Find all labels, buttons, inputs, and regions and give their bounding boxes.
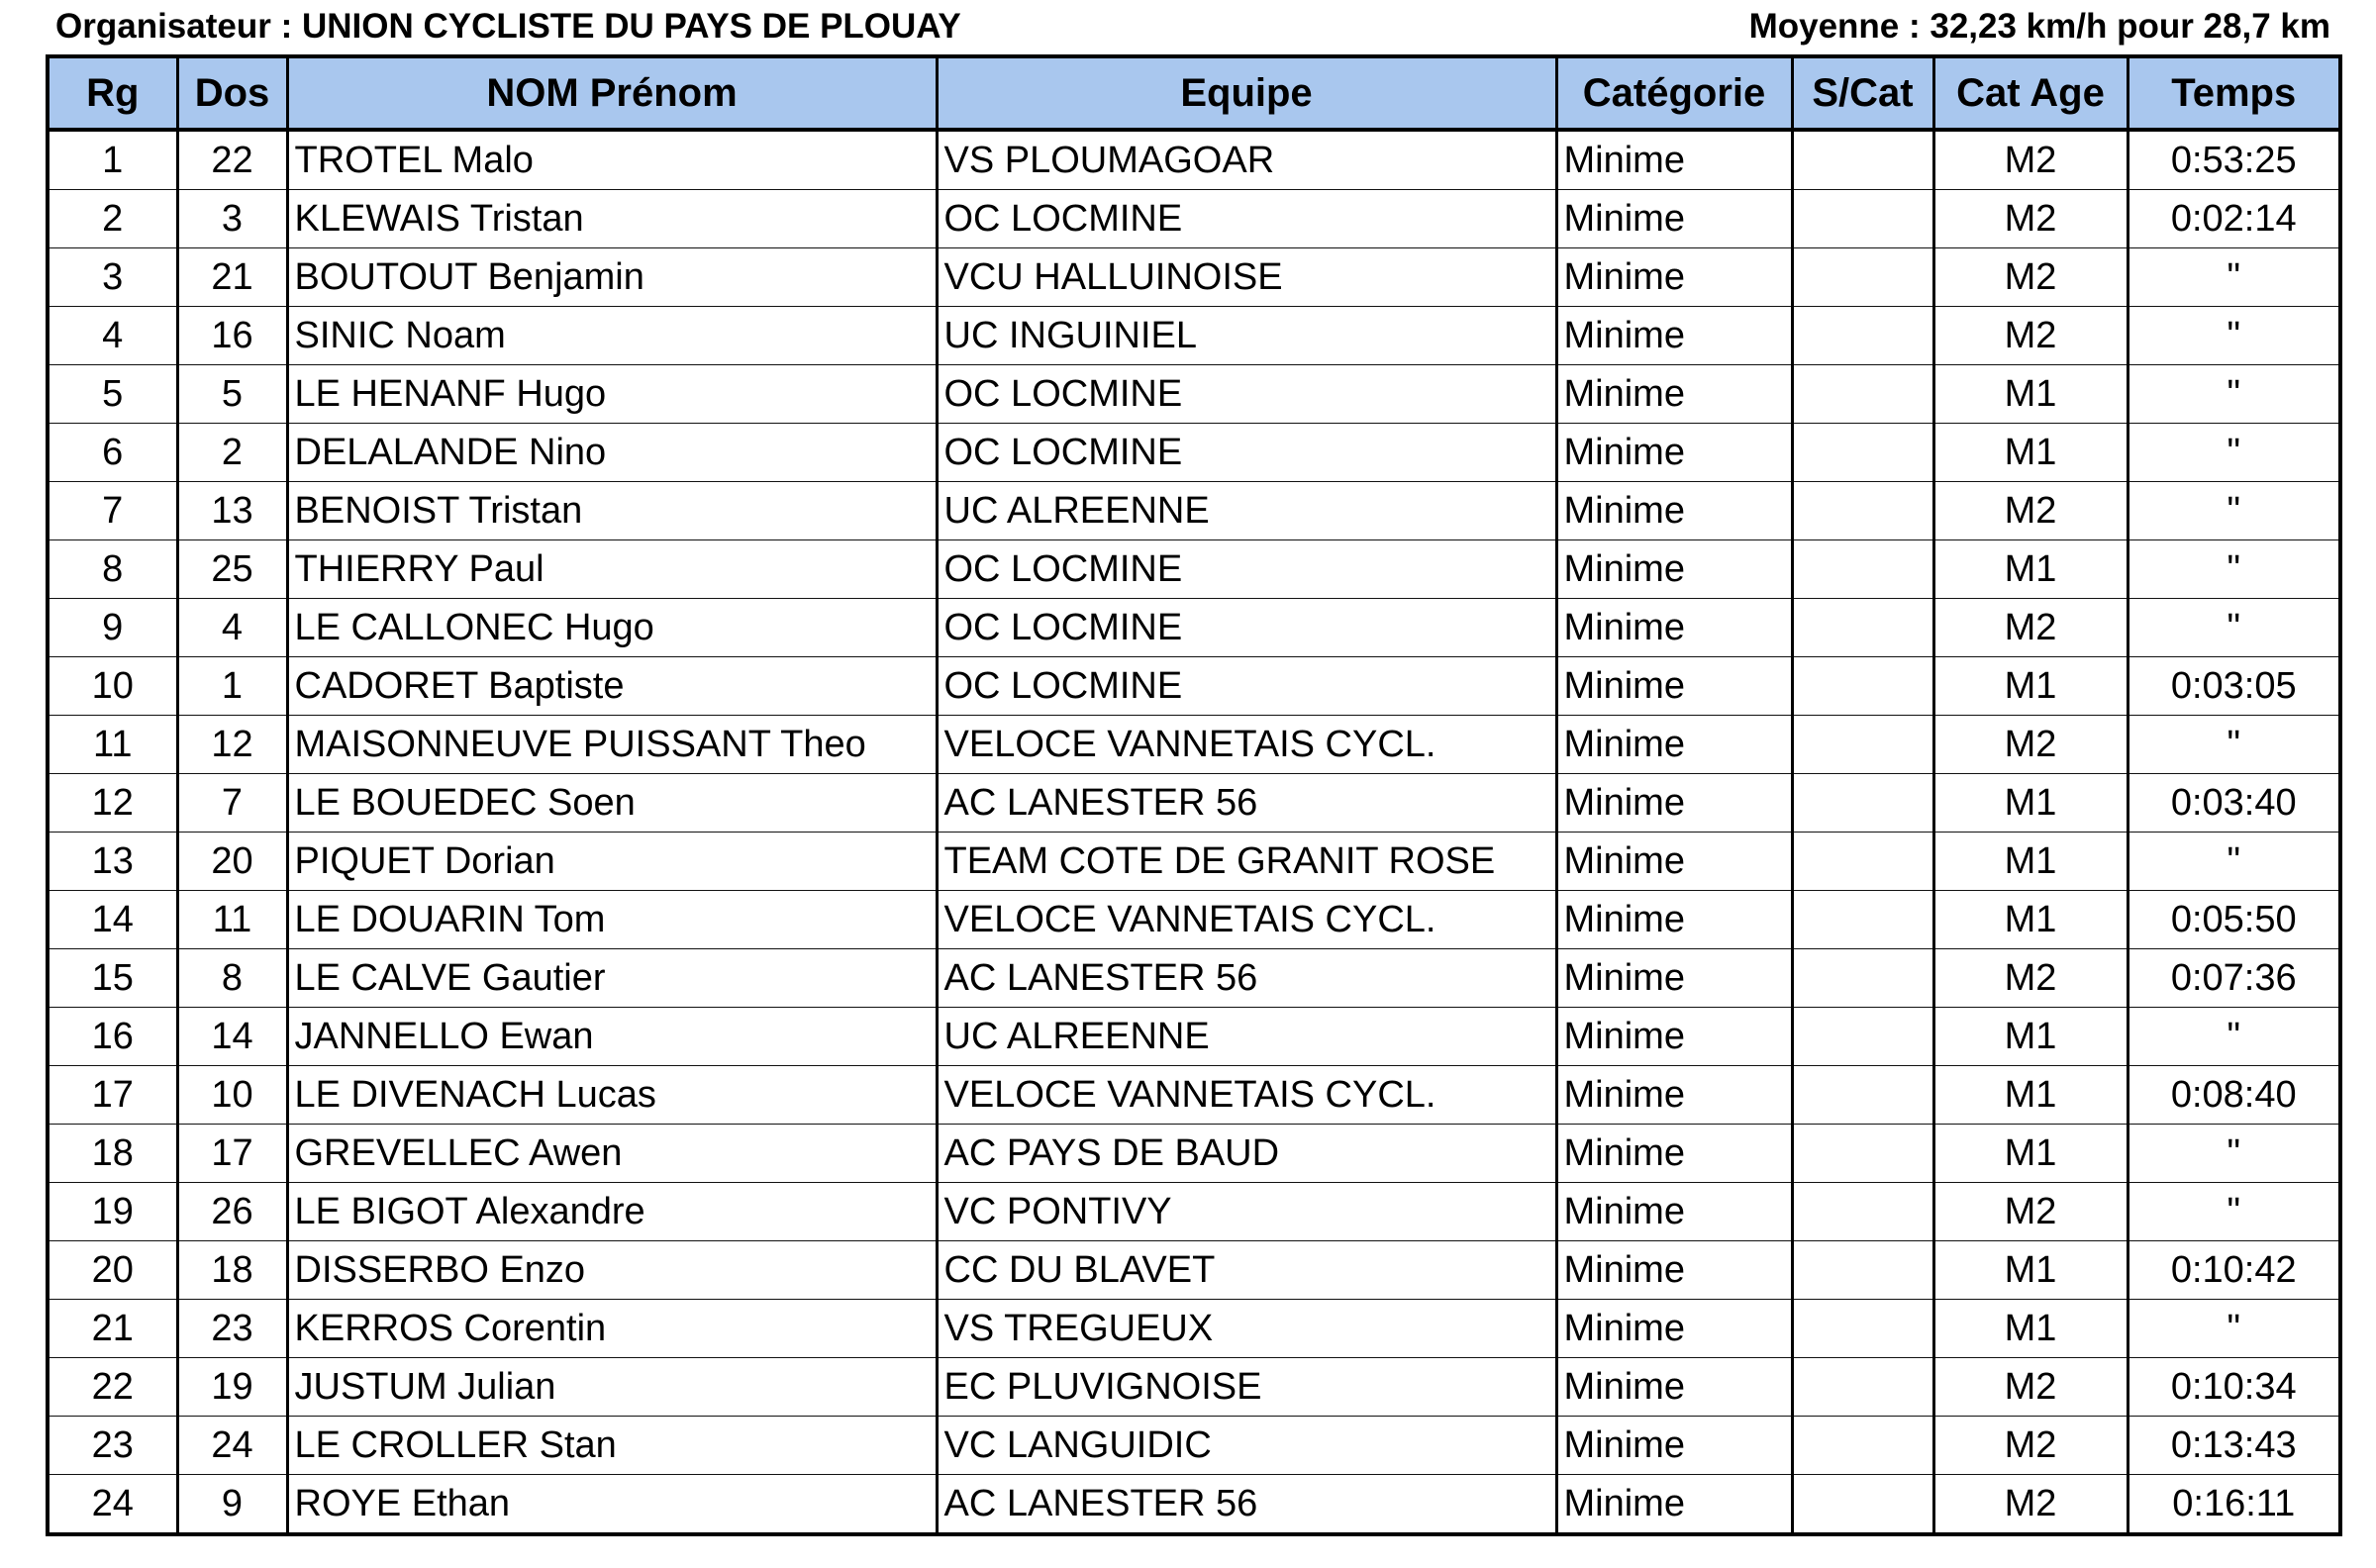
age-category-cell: M2 bbox=[1933, 482, 2128, 540]
rg-cell: 16 bbox=[48, 1008, 177, 1066]
name-cell: LE DOUARIN Tom bbox=[287, 891, 937, 949]
table-row bbox=[48, 130, 2340, 190]
subcategory-cell bbox=[1792, 949, 1933, 1008]
team-cell: UC ALREENNE bbox=[937, 482, 1556, 540]
dos-cell: 17 bbox=[177, 1125, 287, 1183]
category-cell: Minime bbox=[1556, 130, 1792, 190]
table-row bbox=[48, 1066, 2340, 1125]
age-category-cell: M1 bbox=[1933, 1008, 2128, 1066]
time-cell: " bbox=[2128, 599, 2340, 657]
team-cell: OC LOCMINE bbox=[937, 599, 1556, 657]
team-cell: AC PAYS DE BAUD bbox=[937, 1125, 1556, 1183]
rg-cell: 5 bbox=[48, 365, 177, 424]
time-cell: 0:10:34 bbox=[2128, 1358, 2340, 1417]
team-cell: VELOCE VANNETAIS CYCL. bbox=[937, 891, 1556, 949]
name-cell: LE DIVENACH Lucas bbox=[287, 1066, 937, 1125]
age-category-cell: M2 bbox=[1933, 1417, 2128, 1475]
table-row bbox=[48, 1125, 2340, 1183]
age-category-cell: M2 bbox=[1933, 949, 2128, 1008]
age-category-cell: M1 bbox=[1933, 833, 2128, 891]
team-cell: OC LOCMINE bbox=[937, 540, 1556, 599]
dos-cell: 22 bbox=[177, 130, 287, 190]
subcategory-cell bbox=[1792, 657, 1933, 716]
age-category-cell: M2 bbox=[1933, 1358, 2128, 1417]
rg-cell: 1 bbox=[48, 130, 177, 190]
name-cell: PIQUET Dorian bbox=[287, 833, 937, 891]
rg-cell: 23 bbox=[48, 1417, 177, 1475]
time-cell: 0:05:50 bbox=[2128, 891, 2340, 949]
table-row bbox=[48, 716, 2340, 774]
dos-cell: 5 bbox=[177, 365, 287, 424]
subcategory-cell bbox=[1792, 774, 1933, 833]
name-cell: GREVELLEC Awen bbox=[287, 1125, 937, 1183]
rg-cell: 11 bbox=[48, 716, 177, 774]
age-category-cell: M2 bbox=[1933, 307, 2128, 365]
dos-cell: 18 bbox=[177, 1241, 287, 1300]
time-cell: " bbox=[2128, 1300, 2340, 1358]
age-category-cell: M1 bbox=[1933, 1300, 2128, 1358]
rg-cell: 9 bbox=[48, 599, 177, 657]
rg-cell: 8 bbox=[48, 540, 177, 599]
category-cell: Minime bbox=[1556, 248, 1792, 307]
table-row bbox=[48, 482, 2340, 540]
rg-cell: 7 bbox=[48, 482, 177, 540]
time-cell: " bbox=[2128, 1008, 2340, 1066]
subcategory-cell bbox=[1792, 190, 1933, 248]
time-cell: 0:53:25 bbox=[2128, 130, 2340, 190]
rg-cell: 12 bbox=[48, 774, 177, 833]
team-cell: UC INGUINIEL bbox=[937, 307, 1556, 365]
name-cell: CADORET Baptiste bbox=[287, 657, 937, 716]
time-cell: " bbox=[2128, 1183, 2340, 1241]
results-table bbox=[46, 54, 2342, 1536]
rg-cell: 10 bbox=[48, 657, 177, 716]
time-cell: " bbox=[2128, 365, 2340, 424]
age-category-cell: M1 bbox=[1933, 1125, 2128, 1183]
category-cell: Minime bbox=[1556, 774, 1792, 833]
column-header-categorie: Catégorie bbox=[1556, 56, 1792, 130]
name-cell: LE CALVE Gautier bbox=[287, 949, 937, 1008]
table-row bbox=[48, 1183, 2340, 1241]
dos-cell: 21 bbox=[177, 248, 287, 307]
age-category-cell: M1 bbox=[1933, 424, 2128, 482]
age-category-cell: M2 bbox=[1933, 599, 2128, 657]
column-header-nom-prenom: NOM Prénom bbox=[287, 56, 937, 130]
table-row bbox=[48, 365, 2340, 424]
age-category-cell: M2 bbox=[1933, 1183, 2128, 1241]
column-header-cat-age: Cat Age bbox=[1933, 56, 2128, 130]
age-category-cell: M1 bbox=[1933, 657, 2128, 716]
team-cell: EC PLUVIGNOISE bbox=[937, 1358, 1556, 1417]
name-cell: KLEWAIS Tristan bbox=[287, 190, 937, 248]
category-cell: Minime bbox=[1556, 891, 1792, 949]
age-category-cell: M1 bbox=[1933, 540, 2128, 599]
team-cell: AC LANESTER 56 bbox=[937, 1475, 1556, 1535]
dos-cell: 7 bbox=[177, 774, 287, 833]
category-cell: Minime bbox=[1556, 365, 1792, 424]
category-cell: Minime bbox=[1556, 190, 1792, 248]
category-cell: Minime bbox=[1556, 482, 1792, 540]
time-cell: " bbox=[2128, 482, 2340, 540]
team-cell: AC LANESTER 56 bbox=[937, 774, 1556, 833]
category-cell: Minime bbox=[1556, 833, 1792, 891]
dos-cell: 13 bbox=[177, 482, 287, 540]
subcategory-cell bbox=[1792, 1475, 1933, 1535]
rg-cell: 2 bbox=[48, 190, 177, 248]
moyenne-label: Moyenne : 32,23 km/h pour 28,7 km bbox=[1748, 7, 2330, 46]
table-row bbox=[48, 1008, 2340, 1066]
time-cell: 0:03:40 bbox=[2128, 774, 2340, 833]
dos-cell: 26 bbox=[177, 1183, 287, 1241]
team-cell: AC LANESTER 56 bbox=[937, 949, 1556, 1008]
category-cell: Minime bbox=[1556, 716, 1792, 774]
table-row bbox=[48, 424, 2340, 482]
dos-cell: 24 bbox=[177, 1417, 287, 1475]
dos-cell: 8 bbox=[177, 949, 287, 1008]
subcategory-cell bbox=[1792, 599, 1933, 657]
subcategory-cell bbox=[1792, 1125, 1933, 1183]
table-row bbox=[48, 540, 2340, 599]
name-cell: BOUTOUT Benjamin bbox=[287, 248, 937, 307]
subcategory-cell bbox=[1792, 833, 1933, 891]
dos-cell: 19 bbox=[177, 1358, 287, 1417]
team-cell: OC LOCMINE bbox=[937, 190, 1556, 248]
organisateur-label: Organisateur : UNION CYCLISTE DU PAYS DE PLOUAY bbox=[55, 7, 961, 46]
category-cell: Minime bbox=[1556, 1417, 1792, 1475]
subcategory-cell bbox=[1792, 1300, 1933, 1358]
dos-cell: 3 bbox=[177, 190, 287, 248]
team-cell: TEAM COTE DE GRANIT ROSE bbox=[937, 833, 1556, 891]
dos-cell: 10 bbox=[177, 1066, 287, 1125]
time-cell: " bbox=[2128, 248, 2340, 307]
rg-cell: 17 bbox=[48, 1066, 177, 1125]
name-cell: LE BOUEDEC Soen bbox=[287, 774, 937, 833]
time-cell: " bbox=[2128, 540, 2340, 599]
subcategory-cell bbox=[1792, 482, 1933, 540]
category-cell: Minime bbox=[1556, 1475, 1792, 1535]
age-category-cell: M1 bbox=[1933, 891, 2128, 949]
age-category-cell: M1 bbox=[1933, 774, 2128, 833]
rg-cell: 19 bbox=[48, 1183, 177, 1241]
time-cell: 0:07:36 bbox=[2128, 949, 2340, 1008]
column-header-rg: Rg bbox=[48, 56, 177, 130]
dos-cell: 9 bbox=[177, 1475, 287, 1535]
subcategory-cell bbox=[1792, 130, 1933, 190]
name-cell: LE CROLLER Stan bbox=[287, 1417, 937, 1475]
rg-cell: 24 bbox=[48, 1475, 177, 1535]
rg-cell: 3 bbox=[48, 248, 177, 307]
table-row bbox=[48, 891, 2340, 949]
subcategory-cell bbox=[1792, 540, 1933, 599]
category-cell: Minime bbox=[1556, 949, 1792, 1008]
table-row bbox=[48, 833, 2340, 891]
column-header-scat: S/Cat bbox=[1792, 56, 1933, 130]
subcategory-cell bbox=[1792, 424, 1933, 482]
time-cell: 0:13:43 bbox=[2128, 1417, 2340, 1475]
team-cell: OC LOCMINE bbox=[937, 424, 1556, 482]
time-cell: 0:02:14 bbox=[2128, 190, 2340, 248]
age-category-cell: M2 bbox=[1933, 190, 2128, 248]
name-cell: BENOIST Tristan bbox=[287, 482, 937, 540]
rg-cell: 6 bbox=[48, 424, 177, 482]
team-cell: VCU HALLUINOISE bbox=[937, 248, 1556, 307]
rg-cell: 15 bbox=[48, 949, 177, 1008]
team-cell: OC LOCMINE bbox=[937, 657, 1556, 716]
team-cell: CC DU BLAVET bbox=[937, 1241, 1556, 1300]
team-cell: VELOCE VANNETAIS CYCL. bbox=[937, 1066, 1556, 1125]
results-body bbox=[48, 130, 2340, 1534]
category-cell: Minime bbox=[1556, 540, 1792, 599]
name-cell: TROTEL Malo bbox=[287, 130, 937, 190]
rg-cell: 20 bbox=[48, 1241, 177, 1300]
category-cell: Minime bbox=[1556, 307, 1792, 365]
time-cell: " bbox=[2128, 307, 2340, 365]
dos-cell: 11 bbox=[177, 891, 287, 949]
category-cell: Minime bbox=[1556, 1241, 1792, 1300]
team-cell: VELOCE VANNETAIS CYCL. bbox=[937, 716, 1556, 774]
age-category-cell: M2 bbox=[1933, 716, 2128, 774]
category-cell: Minime bbox=[1556, 424, 1792, 482]
subcategory-cell bbox=[1792, 1241, 1933, 1300]
subcategory-cell bbox=[1792, 307, 1933, 365]
column-header-temps: Temps bbox=[2128, 56, 2340, 130]
category-cell: Minime bbox=[1556, 657, 1792, 716]
subcategory-cell bbox=[1792, 365, 1933, 424]
category-cell: Minime bbox=[1556, 1300, 1792, 1358]
team-cell: OC LOCMINE bbox=[937, 365, 1556, 424]
dos-cell: 2 bbox=[177, 424, 287, 482]
column-header-equipe: Equipe bbox=[937, 56, 1556, 130]
rg-cell: 4 bbox=[48, 307, 177, 365]
category-cell: Minime bbox=[1556, 1008, 1792, 1066]
time-cell: " bbox=[2128, 1125, 2340, 1183]
table-header-row bbox=[48, 56, 2340, 130]
dos-cell: 14 bbox=[177, 1008, 287, 1066]
table-row bbox=[48, 1300, 2340, 1358]
table-row bbox=[48, 190, 2340, 248]
name-cell: DELALANDE Nino bbox=[287, 424, 937, 482]
category-cell: Minime bbox=[1556, 599, 1792, 657]
age-category-cell: M2 bbox=[1933, 1475, 2128, 1535]
subcategory-cell bbox=[1792, 1417, 1933, 1475]
dos-cell: 16 bbox=[177, 307, 287, 365]
subcategory-cell bbox=[1792, 1066, 1933, 1125]
category-cell: Minime bbox=[1556, 1358, 1792, 1417]
table-row bbox=[48, 1417, 2340, 1475]
name-cell: LE BIGOT Alexandre bbox=[287, 1183, 937, 1241]
dos-cell: 12 bbox=[177, 716, 287, 774]
time-cell: 0:03:05 bbox=[2128, 657, 2340, 716]
rg-cell: 14 bbox=[48, 891, 177, 949]
team-cell: VS PLOUMAGOAR bbox=[937, 130, 1556, 190]
dos-cell: 1 bbox=[177, 657, 287, 716]
name-cell: JANNELLO Ewan bbox=[287, 1008, 937, 1066]
time-cell: 0:08:40 bbox=[2128, 1066, 2340, 1125]
name-cell: KERROS Corentin bbox=[287, 1300, 937, 1358]
table-row bbox=[48, 599, 2340, 657]
time-cell: 0:16:11 bbox=[2128, 1475, 2340, 1535]
team-cell: VC LANGUIDIC bbox=[937, 1417, 1556, 1475]
team-cell: VS TREGUEUX bbox=[937, 1300, 1556, 1358]
rg-cell: 18 bbox=[48, 1125, 177, 1183]
category-cell: Minime bbox=[1556, 1183, 1792, 1241]
rg-cell: 22 bbox=[48, 1358, 177, 1417]
name-cell: LE HENANF Hugo bbox=[287, 365, 937, 424]
name-cell: ROYE Ethan bbox=[287, 1475, 937, 1535]
subcategory-cell bbox=[1792, 248, 1933, 307]
time-cell: " bbox=[2128, 716, 2340, 774]
category-cell: Minime bbox=[1556, 1125, 1792, 1183]
table-row bbox=[48, 657, 2340, 716]
dos-cell: 23 bbox=[177, 1300, 287, 1358]
name-cell: SINIC Noam bbox=[287, 307, 937, 365]
subcategory-cell bbox=[1792, 1008, 1933, 1066]
dos-cell: 25 bbox=[177, 540, 287, 599]
age-category-cell: M2 bbox=[1933, 130, 2128, 190]
subcategory-cell bbox=[1792, 1183, 1933, 1241]
table-row bbox=[48, 248, 2340, 307]
table-row bbox=[48, 1475, 2340, 1535]
subcategory-cell bbox=[1792, 716, 1933, 774]
time-cell: " bbox=[2128, 833, 2340, 891]
age-category-cell: M2 bbox=[1933, 248, 2128, 307]
team-cell: VC PONTIVY bbox=[937, 1183, 1556, 1241]
category-cell: Minime bbox=[1556, 1066, 1792, 1125]
dos-cell: 4 bbox=[177, 599, 287, 657]
subcategory-cell bbox=[1792, 891, 1933, 949]
table-row bbox=[48, 774, 2340, 833]
name-cell: LE CALLONEC Hugo bbox=[287, 599, 937, 657]
name-cell: THIERRY Paul bbox=[287, 540, 937, 599]
age-category-cell: M1 bbox=[1933, 1241, 2128, 1300]
team-cell: UC ALREENNE bbox=[937, 1008, 1556, 1066]
rg-cell: 13 bbox=[48, 833, 177, 891]
dos-cell: 20 bbox=[177, 833, 287, 891]
rg-cell: 21 bbox=[48, 1300, 177, 1358]
table-row bbox=[48, 307, 2340, 365]
subcategory-cell bbox=[1792, 1358, 1933, 1417]
time-cell: 0:10:42 bbox=[2128, 1241, 2340, 1300]
table-row bbox=[48, 949, 2340, 1008]
name-cell: DISSERBO Enzo bbox=[287, 1241, 937, 1300]
age-category-cell: M1 bbox=[1933, 365, 2128, 424]
table-row bbox=[48, 1358, 2340, 1417]
name-cell: MAISONNEUVE PUISSANT Theo bbox=[287, 716, 937, 774]
table-row bbox=[48, 1241, 2340, 1300]
column-header-dos: Dos bbox=[177, 56, 287, 130]
age-category-cell: M1 bbox=[1933, 1066, 2128, 1125]
name-cell: JUSTUM Julian bbox=[287, 1358, 937, 1417]
time-cell: " bbox=[2128, 424, 2340, 482]
